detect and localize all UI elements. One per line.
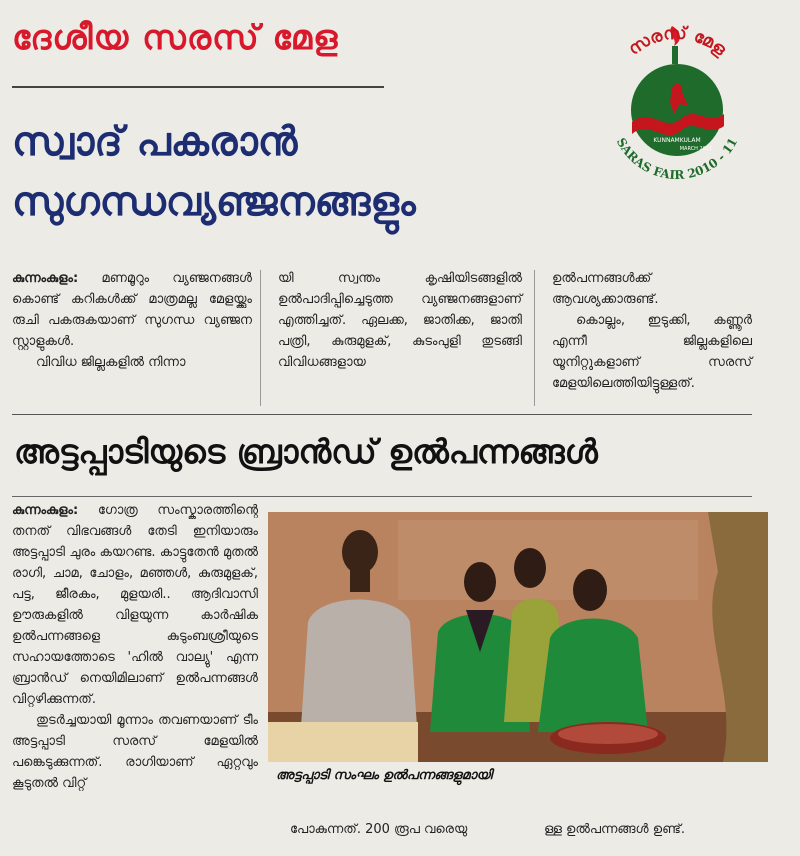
article-spices-p1: കുന്നംകുളം: മണമൂറും വ്യഞ്ജനങ്ങൾ കൊണ്ട് കറികൾക്ക് മാത്രമല്ല മേളയ്ക്കും രുചി പകരുകയാണ് സുഗന്ധ വ്യഞ്ജന സ്റ്റാളുകൾ. <box>12 271 252 349</box>
article-spices-col2 <box>278 268 522 373</box>
article-spices-lead: കുന്നംകുളം: <box>12 271 79 286</box>
article-spices-col3 <box>552 268 752 394</box>
article-spices-p3: യി സ്വന്തം കൃഷിയിടങ്ങളിൽ ഉൽപാദിപ്പിച്ചെടുത്ത വ്യഞ്ജനങ്ങളാണ് എത്തിച്ചത്. ഏലക്ക, ജാതിക്ക, ജാതി പത്രി, കുരുമുളക്, കുടംപുളി തുടങ്ങി വിവിധങ്ങളായ <box>278 271 522 370</box>
headline-spices-line2: സുഗന്ധവ്യഞ്ജനങ്ങളും <box>12 179 416 225</box>
torch-handle-icon <box>672 46 678 64</box>
section-rule <box>12 86 384 88</box>
photo-caption: അട്ടപ്പാടി സംഘം ഉൽപന്നങ്ങളുമായി <box>276 768 493 783</box>
logo-malayalam-text: സരസ് മേള <box>624 23 730 60</box>
logo-place: KUNNAMKULAM <box>653 137 701 144</box>
article-spices-body <box>12 268 752 408</box>
article-spices-col1 <box>12 268 252 373</box>
logo-fair-name: SARAS FAIR 2010 - 11 <box>613 135 741 183</box>
headline-spices <box>12 112 572 232</box>
column-divider <box>534 270 535 406</box>
logo-dates: MARCH 2011 <box>679 146 713 152</box>
article-attappadi-tail-2: ള്ള ഉൽപന്നങ്ങൾ ഉണ്ട്. <box>544 822 685 837</box>
article-spices-p2: വിവിധ ജില്ലകളിൽ നിന്നാ <box>36 355 186 370</box>
article-attappadi-tail-1: പോകുന്നത്. 200 രൂപ വരെയു <box>290 822 468 837</box>
article-attappadi-p2: തുടർച്ചയായി മൂന്നാം തവണയാണ് ടീം അട്ടപ്പാടി സരസ് മേളയിൽ പങ്കെടുക്കുന്നത്. രാഗിയാണ് ഏറ്റവും കൂടുതൽ വിറ്റ് <box>12 713 258 791</box>
section-tag: ദേശീയ സരസ് മേള <box>12 18 339 58</box>
column-divider <box>260 270 261 406</box>
headline-spices-line1: സ്വാദ് പകരാൻ <box>12 119 298 165</box>
article-attappadi-p1: കുന്നംകുളം: ഗോത്ര സംസ്കാരത്തിന്റെ തനത് വിഭവങ്ങൾ തേടി ഇനിയാരും അട്ടപ്പാടി ചുരം കയറണ്ട. കാട്ടുതേൻ മുതൽ രാഗി, ചാമ, ചോളം, മഞ്ഞൾ, കുരുമുളക്, പട്ട, ജീരകം, മുളയരി.. ആദിവാസി ഊരുകളിൽ വിളയുന്ന കാർഷിക ഉൽപന്നങ്ങളെ കുടുംബശ്രീയുടെ സഹായത്തോടെ 'ഹിൽ വാല്യു' എന്ന ബ്രാൻഡ് നെയിമിലാണ് ഉൽപന്നങ്ങൾ വിറ്റഴിക്കുന്നത്. <box>12 503 258 707</box>
article-separator <box>12 414 752 415</box>
article-attappadi-body <box>12 500 258 794</box>
headline-attappadi: അട്ടപ്പാടിയുടെ ബ്രാൻഡ് ഉൽപന്നങ്ങൾ <box>14 432 598 471</box>
saras-fair-logo <box>592 14 762 204</box>
product-packets <box>268 722 418 762</box>
stall-banner <box>398 520 698 600</box>
article-attappadi-lead: കുന്നംകുളം: <box>12 503 79 518</box>
article-spices-p5: കൊല്ലം, ഇടുക്കി, കണ്ണൂർ എന്നീ ജില്ലകളിലെ യൂനിറ്റുകളാണ് സരസ് മേളയിലെത്തിയിട്ടുള്ളത്. <box>552 313 752 391</box>
group-photo <box>268 512 768 762</box>
headline-rule <box>12 496 752 497</box>
article-spices-p4: ഉൽപന്നങ്ങൾക്ക് ആവശ്യക്കാരുണ്ട്. <box>552 271 659 307</box>
